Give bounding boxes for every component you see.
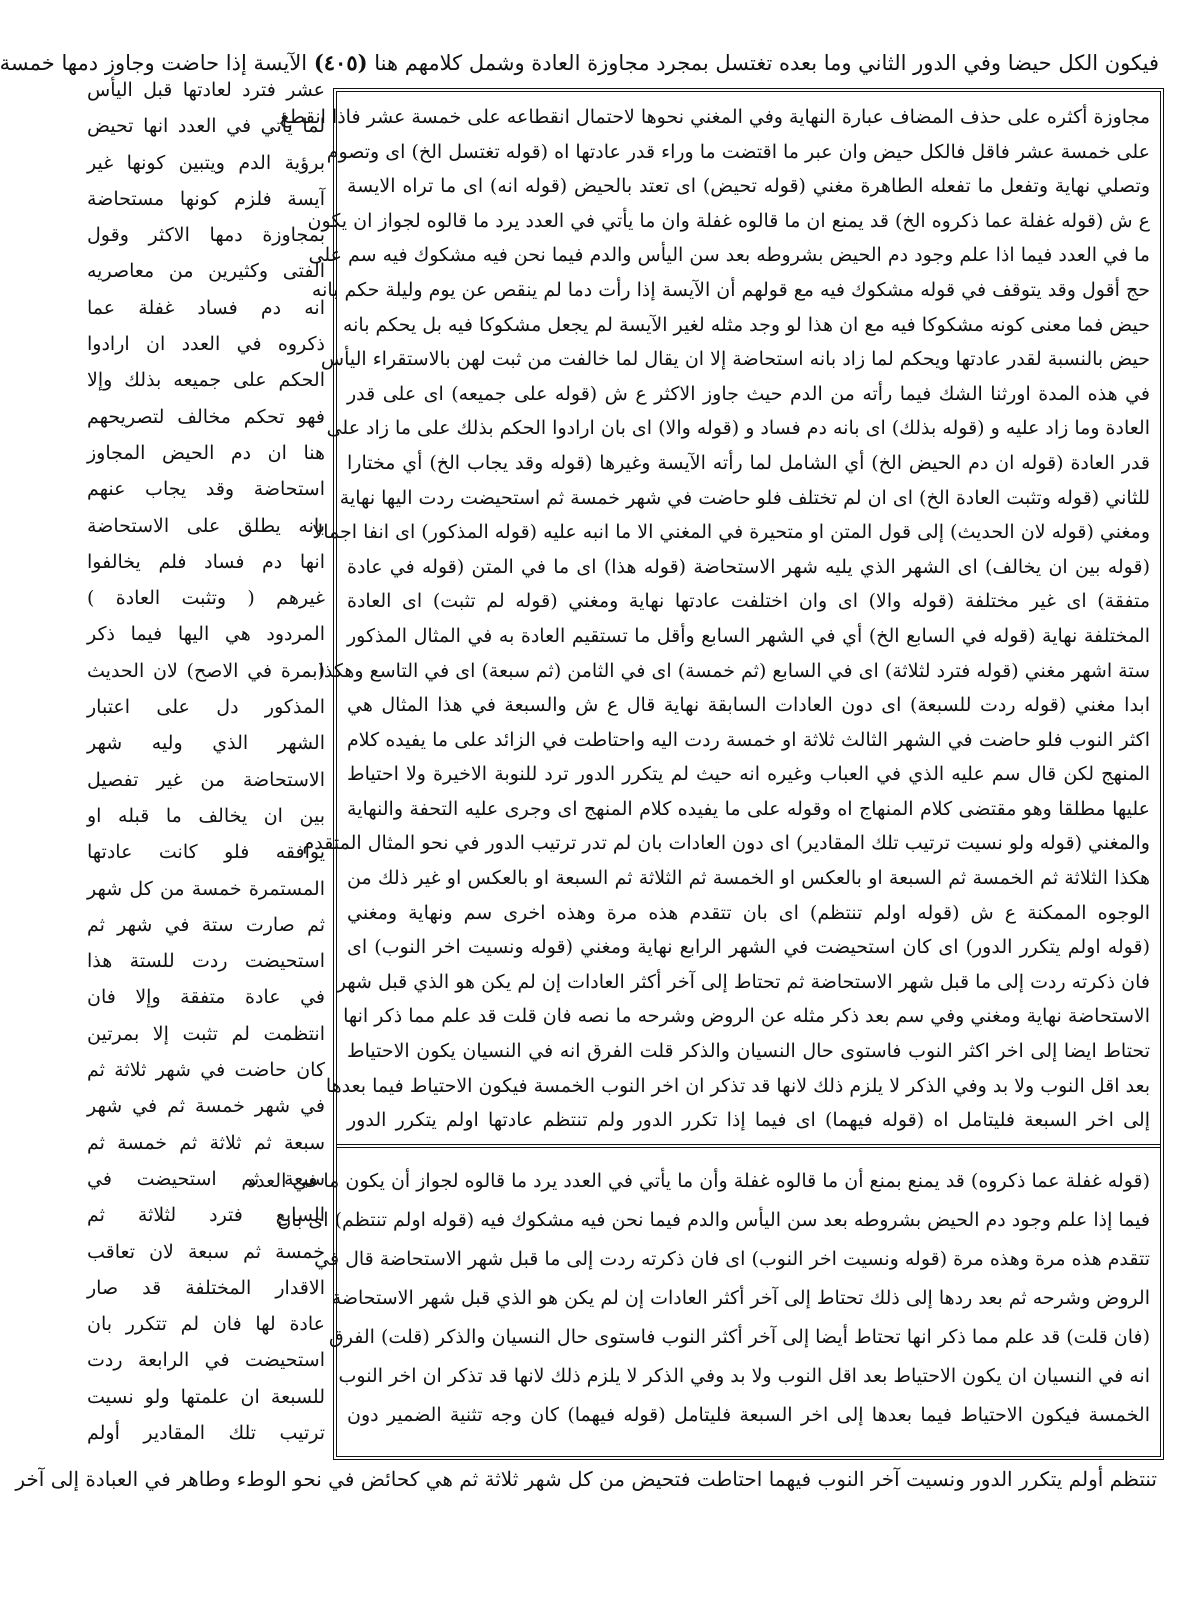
commentary-line: ومغني (قوله لان الحديث) إلى قول المتن او متحيرة في المغني الا ما انبه عليه (قوله المذكور) اى انفا اجمالا [312,521,1150,544]
gloss-line: الروض وشرحه ثم بعد ردها إلى ذلك تحتاط إلى آخر أكثر العادات إن لم يكن هو الذي قبل شهر الاستحاضة [331,1287,1150,1309]
commentary-line: تحتاط ايضا إلى اخر اكثر النوب فاستوى حال النسيان والذكر قلت الفرق انه في النسيان يكون الاحتياط [347,1040,1150,1063]
main-text-line: ترتيب تلك المقادير أولم [87,1421,325,1444]
main-text-line: الشهر الذي وليه شهر [87,732,325,755]
main-text-line: المستمرة خمسة من كل شهر [87,877,325,900]
main-text-line: يوافقه فلو كانت عادتها [87,841,325,864]
commentary-line: عليها مطلقا وهو مقتضى كلام المنهاج اه وقوله على ما يفيده كلام المنهج اى وجرى عليه التحفة والنهاية [347,797,1150,820]
main-text-line: آيسة فلزم كونها مستحاضة [87,187,325,210]
main-text-line: في عادة متفقة وإلا فان [87,986,325,1009]
commentary-line: العادة وما زاد عليه و (قوله بذلك) اى بانه دم فساد و (قوله والا) اى بان ارادوا الحكم بذلك على ما زاد على [326,417,1150,440]
gloss-line: انه في النسيان ان يكون الاحتياط بعد اقل النوب ولا بد وفي الذكر لا يلزم ذلك لانها قد تذكر ان اخر النوب [338,1365,1150,1387]
gloss-line: (قوله غفلة عما ذكروه) قد يمنع بمنع أن ما قالوه غفلة وأن ما يأتي في العدد يرد ما قالوه لجواز أن يكون ما في العدد [247,1170,1150,1192]
section-divider [337,1144,1160,1148]
commentary-line: ما في العدد فيما اذا علم وجود دم الحيض بشروطه بعد سن اليأس والدم فيما نحن فيه مشكوك فيه سم على [308,244,1150,267]
main-text-line: ذكروه في العدد ان ارادوا [87,333,325,356]
main-text-column [87,72,325,1451]
commentary-line: حيض فما معنى كونه مشكوكا فيه مع ان هذا لو وجد مثله لغير الآيسة لم يجعل مشكوكا فيه بل يحكم بانه [342,313,1150,336]
commentary-line: والمغني (قوله ولو نسيت ترتيب تلك المقادير) اى دون العادات بان لم تدر ترتيب الدور في نحو المثال المتقدم [302,832,1150,855]
main-text-line: ثم صارت ستة في شهر ثم [87,913,325,936]
commentary-line: مجاوزة أكثره على حذف المضاف عبارة النهاية وفي المغني نحوها لاحتمال انقطاعه على خمسة عشر فاذا انقطع [280,106,1150,128]
commentary-line: المنهج لكن قال سم عليه الذي في العباب وغيره انه حيث لم يتكرر الدور ترد للنوبة الاخيرة ولا احتياط [347,763,1150,786]
commentary-line: (قوله اولم يتكرر الدور) اى كان استحيضت في الشهر الرابع نهاية ومغني (قوله ونسيت اخر النوب) اى [347,936,1150,959]
commentary-line: متفقة) اى غير مختلفة (قوله والا) اى وان اختلفت عادتها نهاية ومغني (قوله لم تثبت) اى العادة [347,590,1150,613]
main-text-line: الاستحاضة من غير تفصيل [87,768,325,791]
main-text-line: استحاضة وقد يجاب عنهم [87,478,325,501]
commentary-line: ابدا مغني (قوله ردت للسبعة) اى دون العادات السابقة نهاية قال ع ش والسبعة في هذا المثال هي [347,694,1150,717]
commentary-line: على خمسة عشر فاقل فالكل حيض وان عبر ما اقتضت ما وراء قدر عادتها اه (قوله تغتسل الخ) اى وتصوم [326,140,1150,163]
main-text-line: عادة لها فان لم تتكرر بان [87,1313,325,1336]
commentary-line: للثاني (قوله وتثبت العادة الخ) اى ان لم تختلف فلو حاضت في شهر خمسة ثم استحيضت ردت اليها نهاية [339,486,1150,509]
header-left-text: الآيسة إذا حاضت وجاوز دمها خمسة [0,51,308,75]
commentary-line: هكذا الثلاثة ثم الخمسة ثم السبعة او بالعكس او الخمسة ثم الثلاثة ثم السبعة او بالعكس او غير ذلك من [347,867,1150,890]
gloss-line: تتقدم هذه مرة وهذه مرة (قوله ونسيت اخر النوب) اى فان ذكرته ردت إلى ما قبل شهر الاستحاضة قال في [314,1248,1150,1270]
commentary-box [247,88,1164,1460]
gloss-line: فيما إذا علم وجود دم الحيض بشروطه بعد سن اليأس والدم فيما نحن فيه مشكوك فيه (قوله اولم تنتظم) اى بان [277,1209,1150,1231]
commentary-line: إلى اخر السبعة فليتامل اه (قوله فيهما) اى فيما إذا تكرر الدور ولم تنتظم عادتها اولم يتكرر الدور [347,1109,1150,1132]
main-text-line: كان حاضت في شهر ثلاثة ثم [87,1059,325,1082]
main-text-line: المذكور دل على اعتبار [87,696,325,719]
main-text-line: الفتى وكثيرين من معاصريه [87,260,325,283]
header-right-text: فيكون الكل حيضا وفي الدور الثاني وما بعده تغتسل بمجرد مجاوزة العادة وشمل كلامهم هنا [374,51,1159,75]
main-text-line: المردود هي اليها فيما ذكر [87,623,325,646]
commentary-line: فان ذكرته ردت إلى ما قبل شهر الاستحاضة ثم تحتاط إلى آخر أكثر العادات إن لم يكن هو الذي قبل شهر [336,970,1150,993]
main-text-line: هنا ان دم الحيض المجاوز [87,441,325,464]
page-number: (٤٠٥) [313,50,368,75]
commentary-line: اكثر النوب فلو حاضت في الشهر الثالث ثلاثة او خمسة ردت اليه واحتاطت في الزائد على ما يفيده كلام [347,728,1150,751]
commentary-line: في هذه المدة اورثنا الشك فيما رأته من الدم حيث جاوز الاكثر ع ش (قوله على جميعه) اى على قدر [347,382,1150,405]
commentary-line: المختلفة نهاية (قوله في السابع الخ) أي في الشهر السابع وأقل ما تستقيم العادة به في المثال المذكور [347,624,1150,647]
main-text-line: انه دم فساد غفلة عما [87,296,325,319]
main-text-line: برؤية الدم ويتبين كونها غير [87,151,325,174]
main-text-line: السابع فترد لثلاثة ثم [87,1204,325,1227]
gloss-line: الخمسة فيكون الاحتياط فيما بعدها إلى اخر السبعة فليتامل (قوله فيهما) كان وجه تثنية الضمير دون [347,1404,1150,1426]
commentary-line: وتصلي نهاية وتفعل ما تفعله الطاهرة مغني (قوله تحيض) اى تعتد بالحيض (قوله انه) اى ما تراه الايسة [347,175,1150,198]
main-text-line: فهو تحكم مخالف لتصريحهم [87,405,325,428]
main-text-line: استحيضت ردت للستة هذا [87,950,325,973]
main-text-line: بانه يطلق على الاستحاضة [87,514,325,537]
main-text-line: سبعة ثم استحيضت في [87,1167,325,1190]
commentary-line: ستة اشهر مغني (قوله فترد لثلاثة) اى في السابع (ثم خمسة) اى في الثامن (ثم سبعة) اى في التاسع وهكذا [318,659,1150,682]
main-text-line: الحكم على جميعه بذلك وإلا [87,369,325,392]
main-text-line: عشر فترد لعادتها قبل اليأس [87,79,325,101]
main-text-line: خمسة ثم سبعة لان تعاقب [87,1240,325,1263]
gloss-line: (فان قلت) قد علم مما ذكر انها تحتاط أيضا إلى آخر أكثر النوب فاستوى حال النسيان والذكر (قلت) الفرق [329,1326,1150,1348]
commentary-line: الاستحاضة نهاية ومغني وفي سم بعد ذكر مثله عن الروض وشرحه ما نصه فان قلت قد علم مما ذكر انها [343,1005,1150,1028]
main-text-line: غيرهم ( وتثبت العادة ) [87,587,325,610]
main-text-line: بين ان يخالف ما قبله او [87,804,325,827]
main-text-line: استحيضت في الرابعة ردت [87,1349,325,1372]
main-text-line: (بمرة في الاصح) لان الحديث [87,659,325,682]
commentary-line: (قوله بين ان يخالف) اى الشهر الذي يليه شهر الاستحاضة (قوله هذا) اى ما في المتن (قوله في عادة [347,555,1150,578]
main-text-line: لما يأتي في العدد انها تحيض [87,115,325,138]
main-text-line: انتظمت لم تثبت إلا بمرتين [87,1022,325,1045]
commentary-line: بعد اقل النوب ولا بد وفي الذكر لا يلزم ذلك لانها قد تذكر ان اخر النوب الخمسة فيكون الاحتياط فيما بعدها [325,1074,1150,1097]
main-text-line: للسبعة ان علمتها ولو نسيت [87,1385,325,1408]
commentary-line: قدر العادة (قوله ان دم الحيض الخ) أي الشامل لما رأته الآيسة وغيرها (قوله وقد يجاب الخ) أي مختارا [347,451,1150,474]
commentary-line: ع ش (قوله غفلة عما ذكروه الخ) قد يمنع ان ما قالوه غفلة وان ما يأتي في العدد يرد ما قالوه لجواز ان يكون [307,209,1150,232]
main-text-line: بمجاوزة دمها الاكثر وقول [87,224,325,247]
commentary-line: الوجوه الممكنة ع ش (قوله اولم تنتظم) اى بان تتقدم هذه مرة وهذه اخرى سم ونهاية ومغني [347,901,1150,924]
main-text-line: انها دم فساد فلم يخالفوا [87,550,325,573]
main-text-line: الاقدار المختلفة قد صار [87,1276,325,1299]
commentary-line: حيض بالنسبة لقدر عادتها ويحكم لما زاد بانه استحاضة إلا ان يقال لما خالفت من ثبت لهن بالاستقراء اليأس [320,348,1150,371]
main-text-line: سبعة ثم ثلاثة ثم خمسة ثم [87,1131,325,1154]
commentary-line: حج أقول وقد يتوقف في قوله مشكوك فيه مع قولهم أن الآيسة إذا رأت دما لم ينقص عن يوم وليلة حكم بانه [311,278,1150,301]
upper-commentary [280,100,1150,1138]
main-text-line: في شهر خمسة ثم في شهر [87,1095,325,1118]
footer-text-line: تنتظم أولم يتكرر الدور ونسيت آخر النوب فيهما احتاطت فتحيض من كل شهر ثلاثة ثم هي كحائض في نحو الوطء وطاهر في العبادة إلى آخر [15,1467,1157,1491]
lower-commentary [247,1162,1150,1435]
